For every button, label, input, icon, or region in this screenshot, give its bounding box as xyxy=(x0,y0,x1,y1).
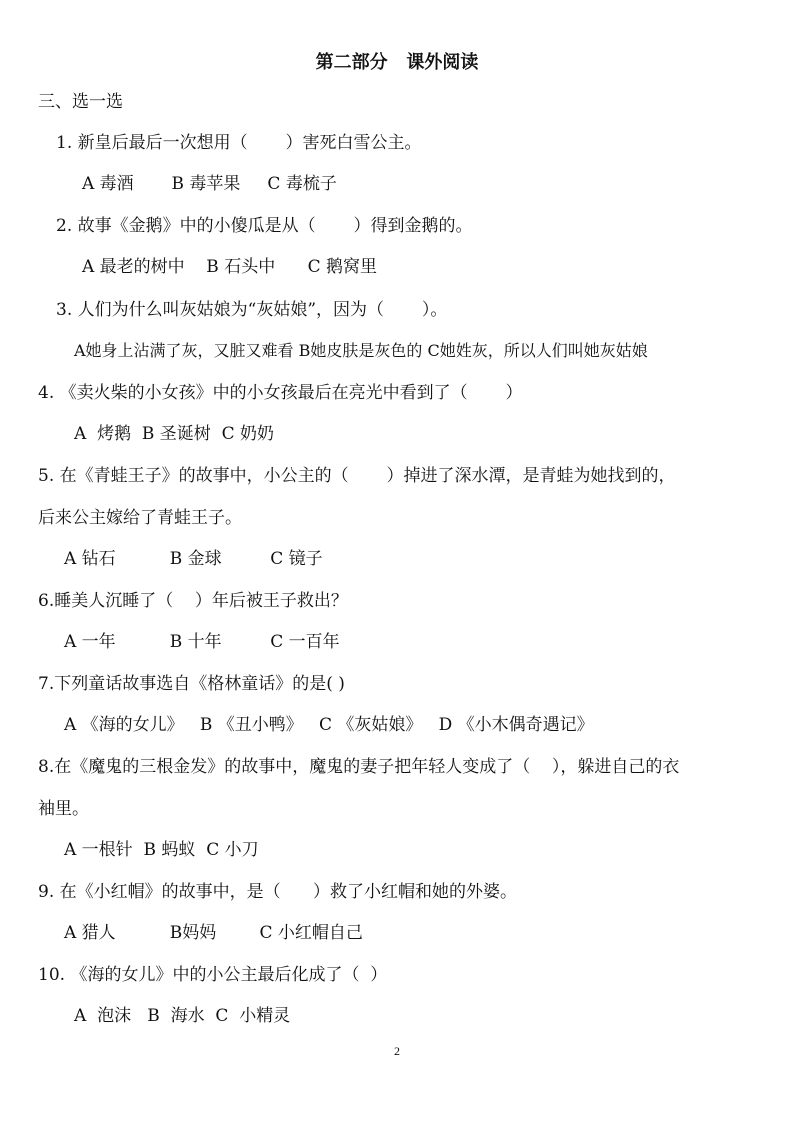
question-2-options: A 最老的树中 B 石头中 C 鹅窝里 xyxy=(82,257,378,277)
question-5-options: A 钻石 B 金球 C 镜子 xyxy=(64,549,323,569)
page-number: 2 xyxy=(394,1044,400,1058)
question-6-options: A 一年 B 十年 C 一百年 xyxy=(64,632,340,652)
question-4-options: A 烤鹅 B 圣诞树 C 奶奶 xyxy=(74,424,275,444)
question-7: 7.下列童话故事选自《格林童话》的是( ) xyxy=(38,674,345,694)
question-8-options: A 一根针 B 蚂蚁 C 小刀 xyxy=(64,840,259,860)
question-3: 3. 人们为什么叫灰姑娘为“灰姑娘”，因为（ ）。 xyxy=(56,300,448,320)
question-5-line-2: 后来公主嫁给了青蛙王子。 xyxy=(38,508,242,528)
question-10: 10. 《海的女儿》中的小公主最后化成了（ ） xyxy=(38,965,388,985)
question-10-options: A 泡沫 B 海水 C 小精灵 xyxy=(74,1006,291,1026)
page-title: 第二部分 课外阅读 xyxy=(315,52,479,73)
question-1-options: A 毒酒 B 毒苹果 C 毒梳子 xyxy=(82,174,337,194)
question-8-line-2: 袖里。 xyxy=(38,799,89,819)
question-1: 1. 新皇后最后一次想用（ ）害死白雪公主。 xyxy=(56,133,422,153)
question-7-options: A 《海的女儿》 B 《丑小鸭》 C 《灰姑娘》 D 《小木偶奇遇记》 xyxy=(64,715,594,735)
question-5-line-1: 5. 在《青蛙王子》的故事中，小公主的（ ）掉进了深水潭，是青蛙为她找到的， xyxy=(38,466,676,486)
question-4: 4. 《卖火柴的小女孩》中的小女孩最后在亮光中看到了（ ） xyxy=(38,383,523,403)
question-6: 6.睡美人沉睡了（ ）年后被王子救出？ xyxy=(38,591,348,611)
section-heading: 三、选一选 xyxy=(38,92,123,112)
question-8-line-1: 8.在《魔鬼的三根金发》的故事中，魔鬼的妻子把年轻人变成了（ ），躲进自己的衣 xyxy=(38,757,680,777)
question-2: 2. 故事《金鹅》中的小傻瓜是从（ ）得到金鹅的。 xyxy=(56,216,473,236)
question-3-options: A她身上沾满了灰，又脏又难看 B她皮肤是灰色的 C她姓灰，所以人们叫她灰姑娘 xyxy=(74,341,648,360)
question-9-options: A 猎人 B妈妈 C 小红帽自己 xyxy=(64,923,363,943)
question-9: 9. 在《小红帽》的故事中，是（ ）救了小红帽和她的外婆。 xyxy=(38,882,518,902)
